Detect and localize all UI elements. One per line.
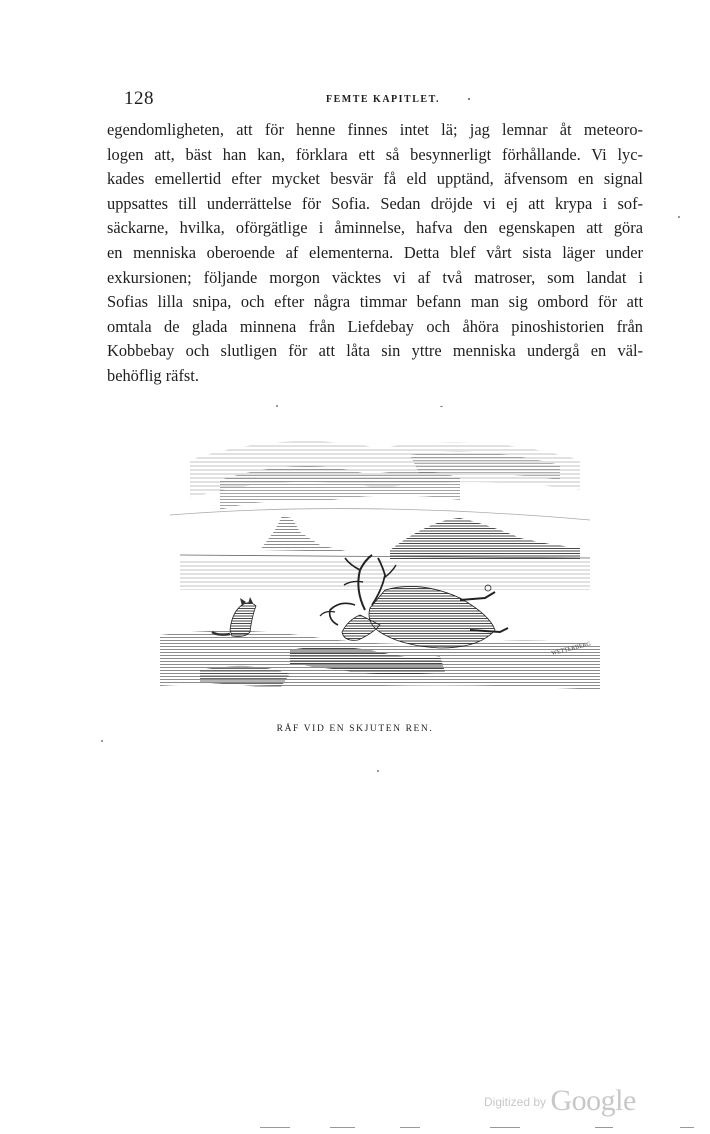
text-line: Sofias lilla snipa, och efter några timmar befann man sig ombord för att [107, 292, 643, 312]
scan-edge-marks [240, 1127, 700, 1131]
sky-clouds [170, 441, 590, 520]
ink-speck [276, 405, 278, 407]
digitized-prefix: Digitized by [484, 1095, 547, 1109]
text-line: behöflig räfst. [107, 365, 199, 385]
text-line: omtala de glada minnena från Liefdebay och åhöra pinoshistorien från [107, 316, 643, 336]
mountains [180, 516, 590, 560]
figure-caption: RÅF VID EN SKJUTEN REN. [276, 724, 434, 734]
text-line: Kobbebay och slutligen för att låta sin yttre menniska undergå en väl- [107, 341, 643, 361]
text-line: kades emellertid efter mycket besvär få eld upptänd, äfvensom en signal [107, 169, 643, 189]
text-line: säckarne, hvilka, oförgätlige i åminnelse, hafva den egenskapen att göra [107, 218, 643, 238]
scan-mark [260, 1127, 290, 1128]
foreground-ground [160, 631, 600, 690]
text-line: egendomligheten, att för henne finnes intet lä; jag lemnar åt meteoro- [107, 120, 643, 139]
ink-speck [101, 740, 103, 742]
ink-speck [678, 216, 680, 218]
text-line: en menniska oberoende af elementerna. Detta blef vårt sista läger under [107, 242, 643, 262]
scan-mark [400, 1127, 420, 1128]
page-number: 128 [124, 88, 154, 109]
ink-speck [468, 98, 470, 100]
google-logo: Google [550, 1084, 636, 1117]
text-line: uppsattes till underrättelse för Sofia. Sedan dröjde vi ej att krypa i sof- [107, 193, 643, 213]
ink-speck [440, 406, 443, 407]
running-head [124, 88, 654, 110]
scan-mark [680, 1127, 694, 1128]
engraver-signature: WETTERBERG [551, 641, 592, 657]
scan-mark [330, 1127, 355, 1128]
scan-mark [595, 1127, 613, 1128]
text-line: logen att, bäst han kan, förklara ett så besynnerligt förhållande. Vi lyc- [107, 144, 643, 164]
fox [212, 597, 256, 637]
chapter-title: FEMTE KAPITLET. [326, 94, 440, 105]
text-line: exkursionen; följande morgon väcktes vi af två matroser, som landat i [107, 267, 643, 287]
ink-speck [377, 770, 379, 772]
body-paragraph [107, 118, 643, 389]
engraving-fox-and-reindeer [160, 420, 600, 700]
scan-mark [490, 1127, 520, 1128]
digitized-watermark [484, 1084, 636, 1118]
